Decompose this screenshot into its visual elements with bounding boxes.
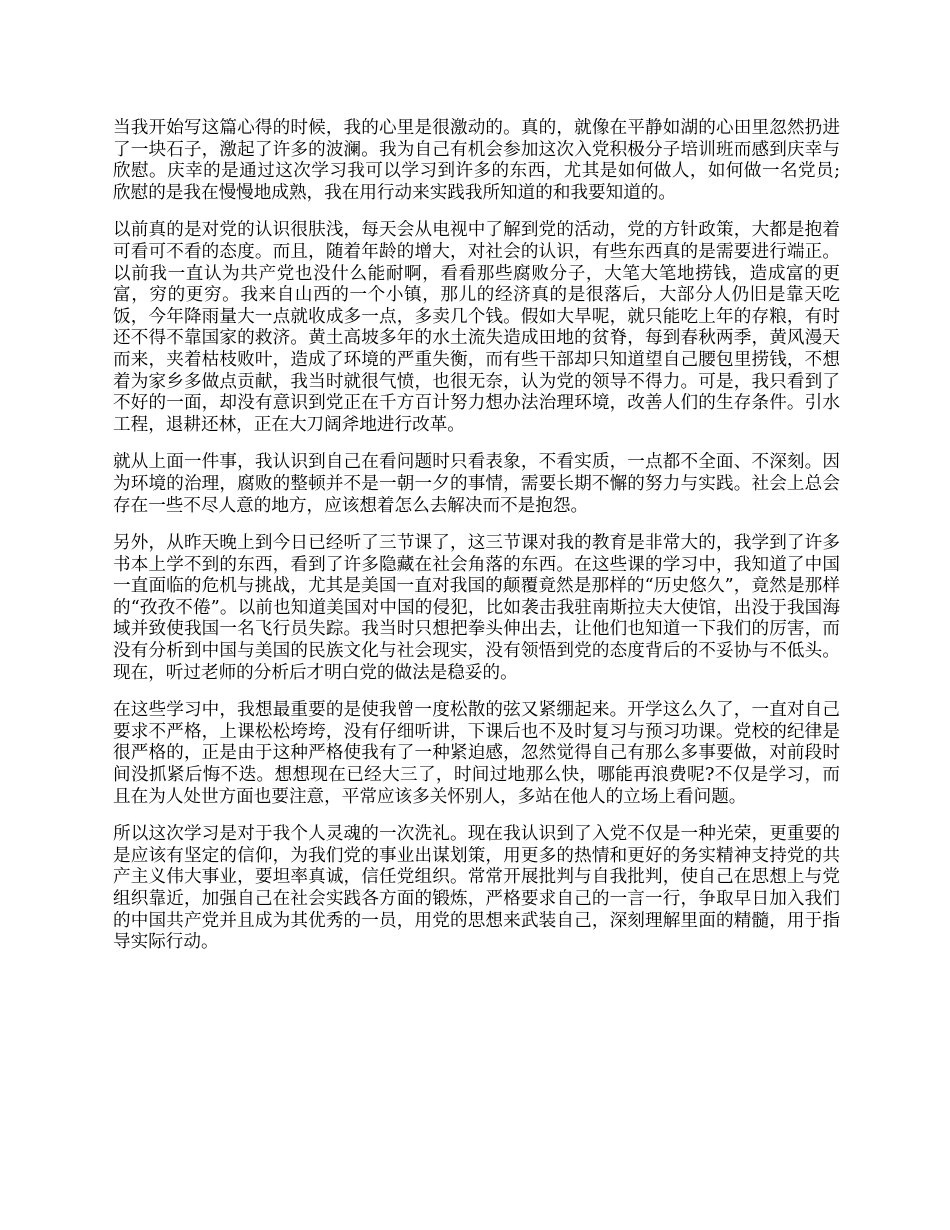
paragraph-1: 当我开始写这篇心得的时候，我的心里是很激动的。真的，就像在平静如湖的心田里忽然扔进了一块石子，激起了许多的波澜。我为自己有机会参加这次入党积极分子培训班而感到庆幸与欣慰。庆幸的是通过这次学习我可以学习到许多的东西，尤其是如何做人，如何做一名党员;欣慰的是我在慢慢地成熟，我在用行动来实践我所知道的和我要知道的。 bbox=[113, 118, 840, 203]
paragraph-6: 所以这次学习是对于我个人灵魂的一次洗礼。现在我认识到了入党不仅是一种光荣，更重要的是应该有坚定的信仰，为我们党的事业出谋划策，用更多的热情和更好的务实精神支持党的共产主义伟大事业，要坦率真诚，信任党组织。常常开展批判与自我批判，使自己在思想上与党组织靠近，加强自己在社会实践各方面的锻炼，严格要求自己的一言一行，争取早日加入我们的中国共产党并且成为其优秀的一员，用党的思想来武装自己，深刻理解里面的精髓，用于指导实际行动。 bbox=[113, 824, 840, 953]
paragraph-3: 就从上面一件事，我认识到自己在看问题时只看表象，不看实质，一点都不全面、不深刻。因为环境的治理，腐败的整顿并不是一朝一夕的事情，需要长期不懈的努力与实践。社会上总会存在一些不尽人意的地方，应该想着怎么去解决而不是抱怨。 bbox=[113, 452, 840, 516]
paragraph-4: 另外，从昨天晚上到今日已经听了三节课了，这三节课对我的教育是非常大的，我学到了许多书本上学不到的东西，看到了许多隐藏在社会角落的东西。在这些课的学习中，我知道了中国一直面临的危机与挑战，尤其是美国一直对我国的颠覆竟然是那样的“历史悠久”，竟然是那样的“孜孜不倦”。以前也知道美国对中国的侵犯，比如袭击我驻南斯拉夫大使馆，出没于我国海域并致使我国一名飞行员失踪。我当时只想把拳头伸出去，让他们也知道一下我们的厉害，而没有分析到中国与美国的民族文化与社会现实，没有领悟到党的态度背后的不妥协与不低头。现在，听过老师的分析后才明白党的做法是稳妥的。 bbox=[113, 533, 840, 683]
document-body bbox=[113, 118, 840, 970]
paragraph-5: 在这些学习中，我想最重要的是使我曾一度松散的弦又紧绷起来。开学这么久了，一直对自己要求不严格，上课松松垮垮，没有仔细听讲，下课后也不及时复习与预习功课。党校的纪律是很严格的，正是由于这种严格使我有了一种紧迫感，忽然觉得自己有那么多事要做，对前段时间没抓紧后悔不迭。想想现在已经大三了，时间过地那么快，哪能再浪费呢?不仅是学习，而且在为人处世方面也要注意，平常应该多关怀别人，多站在他人的立场上看问题。 bbox=[113, 700, 840, 807]
paragraph-2: 以前真的是对党的认识很肤浅，每天会从电视中了解到党的活动，党的方针政策，大都是抱着可看可不看的态度。而且，随着年龄的增大，对社会的认识，有些东西真的是需要进行端正。以前我一直认为共产党也没什么能耐啊，看看那些腐败分子，大笔大笔地捞钱，造成富的更富，穷的更穷。我来自山西的一个小镇，那儿的经济真的是很落后，大部分人仍旧是靠天吃饭，今年降雨量大一点就收成多一点，多卖几个钱。假如大旱呢，就只能吃上年的存粮，有时还不得不靠国家的救济。黄土高坡多年的水土流失造成田地的贫脊，每到春秋两季，黄风漫天而来，夹着枯枝败叶，造成了环境的严重失衡，而有些干部却只知道望自己腰包里捞钱，不想着为家乡多做点贡献，我当时就很气愤，也很无奈，认为党的领导不得力。可是，我只看到了不好的一面，却没有意识到党正在千方百计努力想办法治理环境，改善人们的生存条件。引水工程，退耕还林，正在大刀阔斧地进行改革。 bbox=[113, 220, 840, 435]
